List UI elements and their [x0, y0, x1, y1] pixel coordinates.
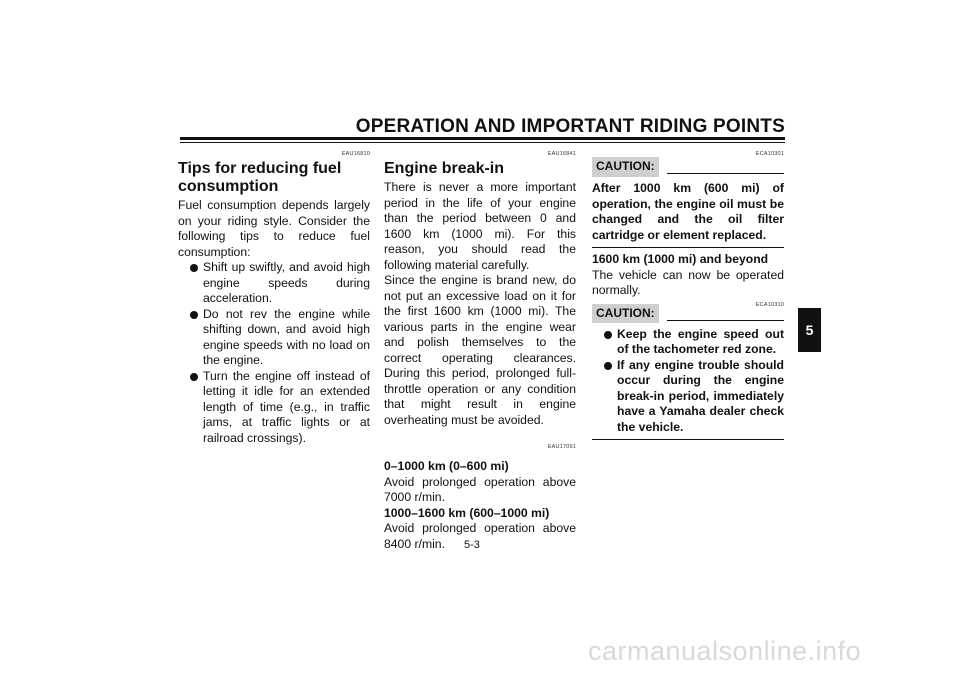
bullet-icon	[604, 331, 612, 339]
list-item: Do not rev the engine while shifting down, and avoid high engine speeds with no load on the engine.	[190, 307, 370, 369]
list-item: Turn the engine off instead of letting it idle for an extended length of time (e.g., in traffic jams, at traffic lights or at railroad crossings).	[190, 369, 370, 447]
list-item: If any engine trouble should occur during the engine break-in period, immediately have a Yamaha dealer check the vehicle.	[604, 358, 784, 436]
page-number: 5-3	[464, 539, 480, 551]
section-code: EAU16810	[341, 151, 370, 157]
caution-list	[592, 327, 784, 436]
header-rule-thick	[180, 137, 785, 140]
bullet-icon	[604, 362, 612, 370]
section-code: EAU16841	[547, 151, 576, 157]
tips-list	[178, 260, 370, 446]
caution-rule	[667, 173, 784, 174]
caution-badge: CAUTION:	[592, 157, 659, 177]
subheading: 1000–1600 km (600–1000 mi)	[384, 505, 550, 520]
list-item: Shift up swiftly, and avoid high engine speeds during acceleration.	[190, 260, 370, 307]
paragraph: Avoid prolonged operation above 7000 r/min.	[384, 474, 576, 504]
bullet-icon	[190, 264, 198, 272]
bullet-icon	[190, 373, 198, 381]
paragraph: Since the engine is brand new, do not put an excessive load on it for the first 1600 km (1000 mi). The various parts in the engine wear and polish themselves to the correct operating clearances. During this period, prolonged full-throttle operation or any condition that might result in engine overheating must be avoided.	[384, 273, 576, 427]
page-title: OPERATION AND IMPORTANT RIDING POINTS	[355, 116, 785, 137]
bullet-icon	[190, 311, 198, 319]
caution-header	[592, 158, 784, 176]
header-rule-thin	[180, 142, 785, 143]
caution-badge: CAUTION:	[592, 304, 659, 324]
section-code: EAU17091	[547, 444, 576, 450]
section-heading: Engine break-in	[384, 160, 505, 177]
column-fuel-tips	[178, 150, 370, 446]
column-break-in	[384, 150, 576, 552]
caution-text: After 1000 km (600 mi) of operation, the engine oil must be changed and the oil filter cartridge or element replaced.	[592, 181, 784, 242]
subheading: 1600 km (1000 mi) and beyond	[592, 252, 769, 266]
list-item: Keep the engine speed out of the tachometer red zone.	[604, 327, 784, 358]
paragraph: Avoid prolonged operation above 8400 r/min.	[384, 521, 576, 551]
caution-rule	[667, 320, 784, 321]
column-cautions	[592, 150, 784, 444]
subheading: 0–1000 km (0–600 mi)	[384, 459, 509, 473]
watermark: carmanualsonline.info	[588, 636, 862, 666]
paragraph: There is never a more important period in the life of your engine than the period between 0 and 1600 km (1000 mi). For this reason, you should read the following material carefully.	[384, 180, 576, 272]
caution-end-rule	[592, 439, 784, 440]
chapter-tab: 5	[798, 308, 821, 352]
paragraph: The vehicle can now be operated normally.	[592, 267, 784, 297]
section-heading: Tips for reducing fuel consumption	[178, 160, 342, 195]
caution-end-rule	[592, 247, 784, 248]
section-code: ECA10310	[755, 301, 784, 308]
intro-text: Fuel consumption depends largely on your riding style. Consider the following tips to reduce fuel consumption:	[178, 198, 370, 259]
section-code: ECA10301	[755, 151, 784, 157]
